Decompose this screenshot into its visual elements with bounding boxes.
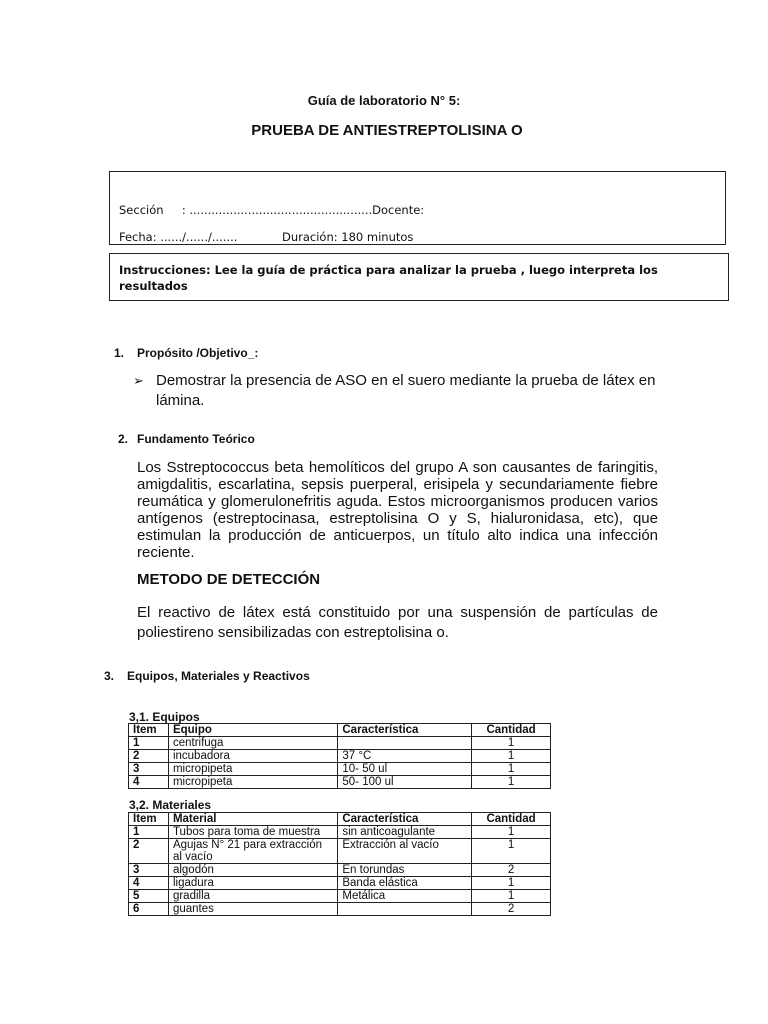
section-number: 3. xyxy=(104,669,115,683)
table-row xyxy=(129,890,551,903)
item-cell: 4 xyxy=(129,776,169,789)
quantity-cell: 1 xyxy=(472,750,551,763)
column-header: Característica xyxy=(338,724,472,737)
objective-bullet xyxy=(133,371,673,411)
section-number: 2. xyxy=(118,432,129,446)
characteristic-cell: Extracción al vacío xyxy=(338,839,472,864)
characteristic-cell: 10- 50 ul xyxy=(338,763,472,776)
section-3-heading xyxy=(104,669,310,683)
table-row xyxy=(129,737,551,750)
characteristic-cell: En torundas xyxy=(338,864,472,877)
theory-paragraph: Los Sstreptococcus beta hemolíticos del grupo A son causantes de faringitis, amigdalitis, escarlatina, sepsis puerperal, erisipela y secundariamente fiebre reumática y glomerulonefritis aguda. Estos microorganismos producen varios antígenos (estreptocinasa, estreptolisina O y S, hialuronidasa, etc), que estimulan la producción de anticuerpos, un título alto indica una infección reciente. xyxy=(137,459,658,561)
item-cell: 5 xyxy=(129,890,169,903)
column-header: Cantidad xyxy=(472,813,551,826)
section-1-heading xyxy=(114,346,258,360)
material-cell: algodón xyxy=(168,864,337,877)
quantity-cell: 1 xyxy=(472,839,551,864)
arrow-bullet-icon: ➢ xyxy=(133,373,144,388)
table-row xyxy=(129,776,551,789)
column-header: Equipo xyxy=(168,724,337,737)
quantity-cell: 1 xyxy=(472,737,551,750)
item-cell: 1 xyxy=(129,737,169,750)
equipment-cell: micropipeta xyxy=(168,776,337,789)
instructions-box: Instrucciones: Lee la guía de práctica para analizar la prueba , luego interpreta los resultados xyxy=(109,253,729,301)
method-heading: METODO DE DETECCIÓN xyxy=(137,571,321,588)
quantity-cell: 1 xyxy=(472,776,551,789)
quantity-cell: 1 xyxy=(472,877,551,890)
material-cell: Tubos para toma de muestra xyxy=(168,826,337,839)
equipment-cell: incubadora xyxy=(168,750,337,763)
equipos-table xyxy=(128,723,551,789)
quantity-cell: 1 xyxy=(472,763,551,776)
characteristic-cell: Metálica xyxy=(338,890,472,903)
table-row xyxy=(129,839,551,864)
fecha-line: Fecha: ....../....../....... xyxy=(119,230,238,244)
material-cell: gradilla xyxy=(168,890,337,903)
section-2-heading xyxy=(118,432,255,446)
table-row xyxy=(129,877,551,890)
table-row xyxy=(129,763,551,776)
column-header: Cantidad xyxy=(472,724,551,737)
table-row xyxy=(129,903,551,916)
document-title: PRUEBA DE ANTIESTREPTOLISINA O xyxy=(251,122,523,139)
quantity-cell: 2 xyxy=(472,903,551,916)
table-row xyxy=(129,864,551,877)
characteristic-cell xyxy=(338,903,472,916)
quantity-cell: 2 xyxy=(472,864,551,877)
quantity-cell: 1 xyxy=(472,826,551,839)
table-header-row xyxy=(129,813,551,826)
item-cell: 2 xyxy=(129,750,169,763)
item-cell: 4 xyxy=(129,877,169,890)
seccion-docente-line: Sección : ..................................................Docente: xyxy=(119,203,425,217)
item-cell: 1 xyxy=(129,826,169,839)
equipos-heading: 3,1. Equipos xyxy=(129,710,200,724)
characteristic-cell: 37 °C xyxy=(338,750,472,763)
equipment-cell: micropipeta xyxy=(168,763,337,776)
quantity-cell: 1 xyxy=(472,890,551,903)
material-cell: ligadura xyxy=(168,877,337,890)
method-paragraph: El reactivo de látex está constituido por una suspensión de partículas de poliestireno sensibilizadas con estreptolisina o. xyxy=(137,604,658,641)
objective-text: Demostrar la presencia de ASO en el suero mediante la prueba de látex en lámina. xyxy=(156,372,656,409)
duration-line: Duración: 180 minutos xyxy=(282,230,414,244)
item-cell: 2 xyxy=(129,839,169,864)
guide-number: Guía de laboratorio N° 5: xyxy=(307,93,461,108)
characteristic-cell xyxy=(338,737,472,750)
section-number: 1. xyxy=(114,346,125,360)
column-header: Item xyxy=(129,724,169,737)
item-cell: 3 xyxy=(129,864,169,877)
table-row xyxy=(129,750,551,763)
column-header: Material xyxy=(168,813,337,826)
section-title: Propósito /Objetivo_: xyxy=(137,346,259,360)
equipment-cell: centrifuga xyxy=(168,737,337,750)
section-title: Fundamento Teórico xyxy=(137,432,255,446)
column-header: Característica xyxy=(338,813,472,826)
section-title: Equipos, Materiales y Reactivos xyxy=(127,669,310,683)
characteristic-cell: 50- 100 ul xyxy=(338,776,472,789)
item-cell: 6 xyxy=(129,903,169,916)
table-row xyxy=(129,826,551,839)
material-cell: Agujas N° 21 para extracción al vacío xyxy=(168,839,337,864)
table-header-row xyxy=(129,724,551,737)
item-cell: 3 xyxy=(129,763,169,776)
characteristic-cell: Banda elástica xyxy=(338,877,472,890)
material-cell: guantes xyxy=(168,903,337,916)
column-header: Item xyxy=(129,813,169,826)
info-box xyxy=(109,171,726,245)
materiales-heading: 3,2. Materiales xyxy=(129,798,212,812)
characteristic-cell: sin anticoagulante xyxy=(338,826,472,839)
materiales-table xyxy=(128,812,551,916)
